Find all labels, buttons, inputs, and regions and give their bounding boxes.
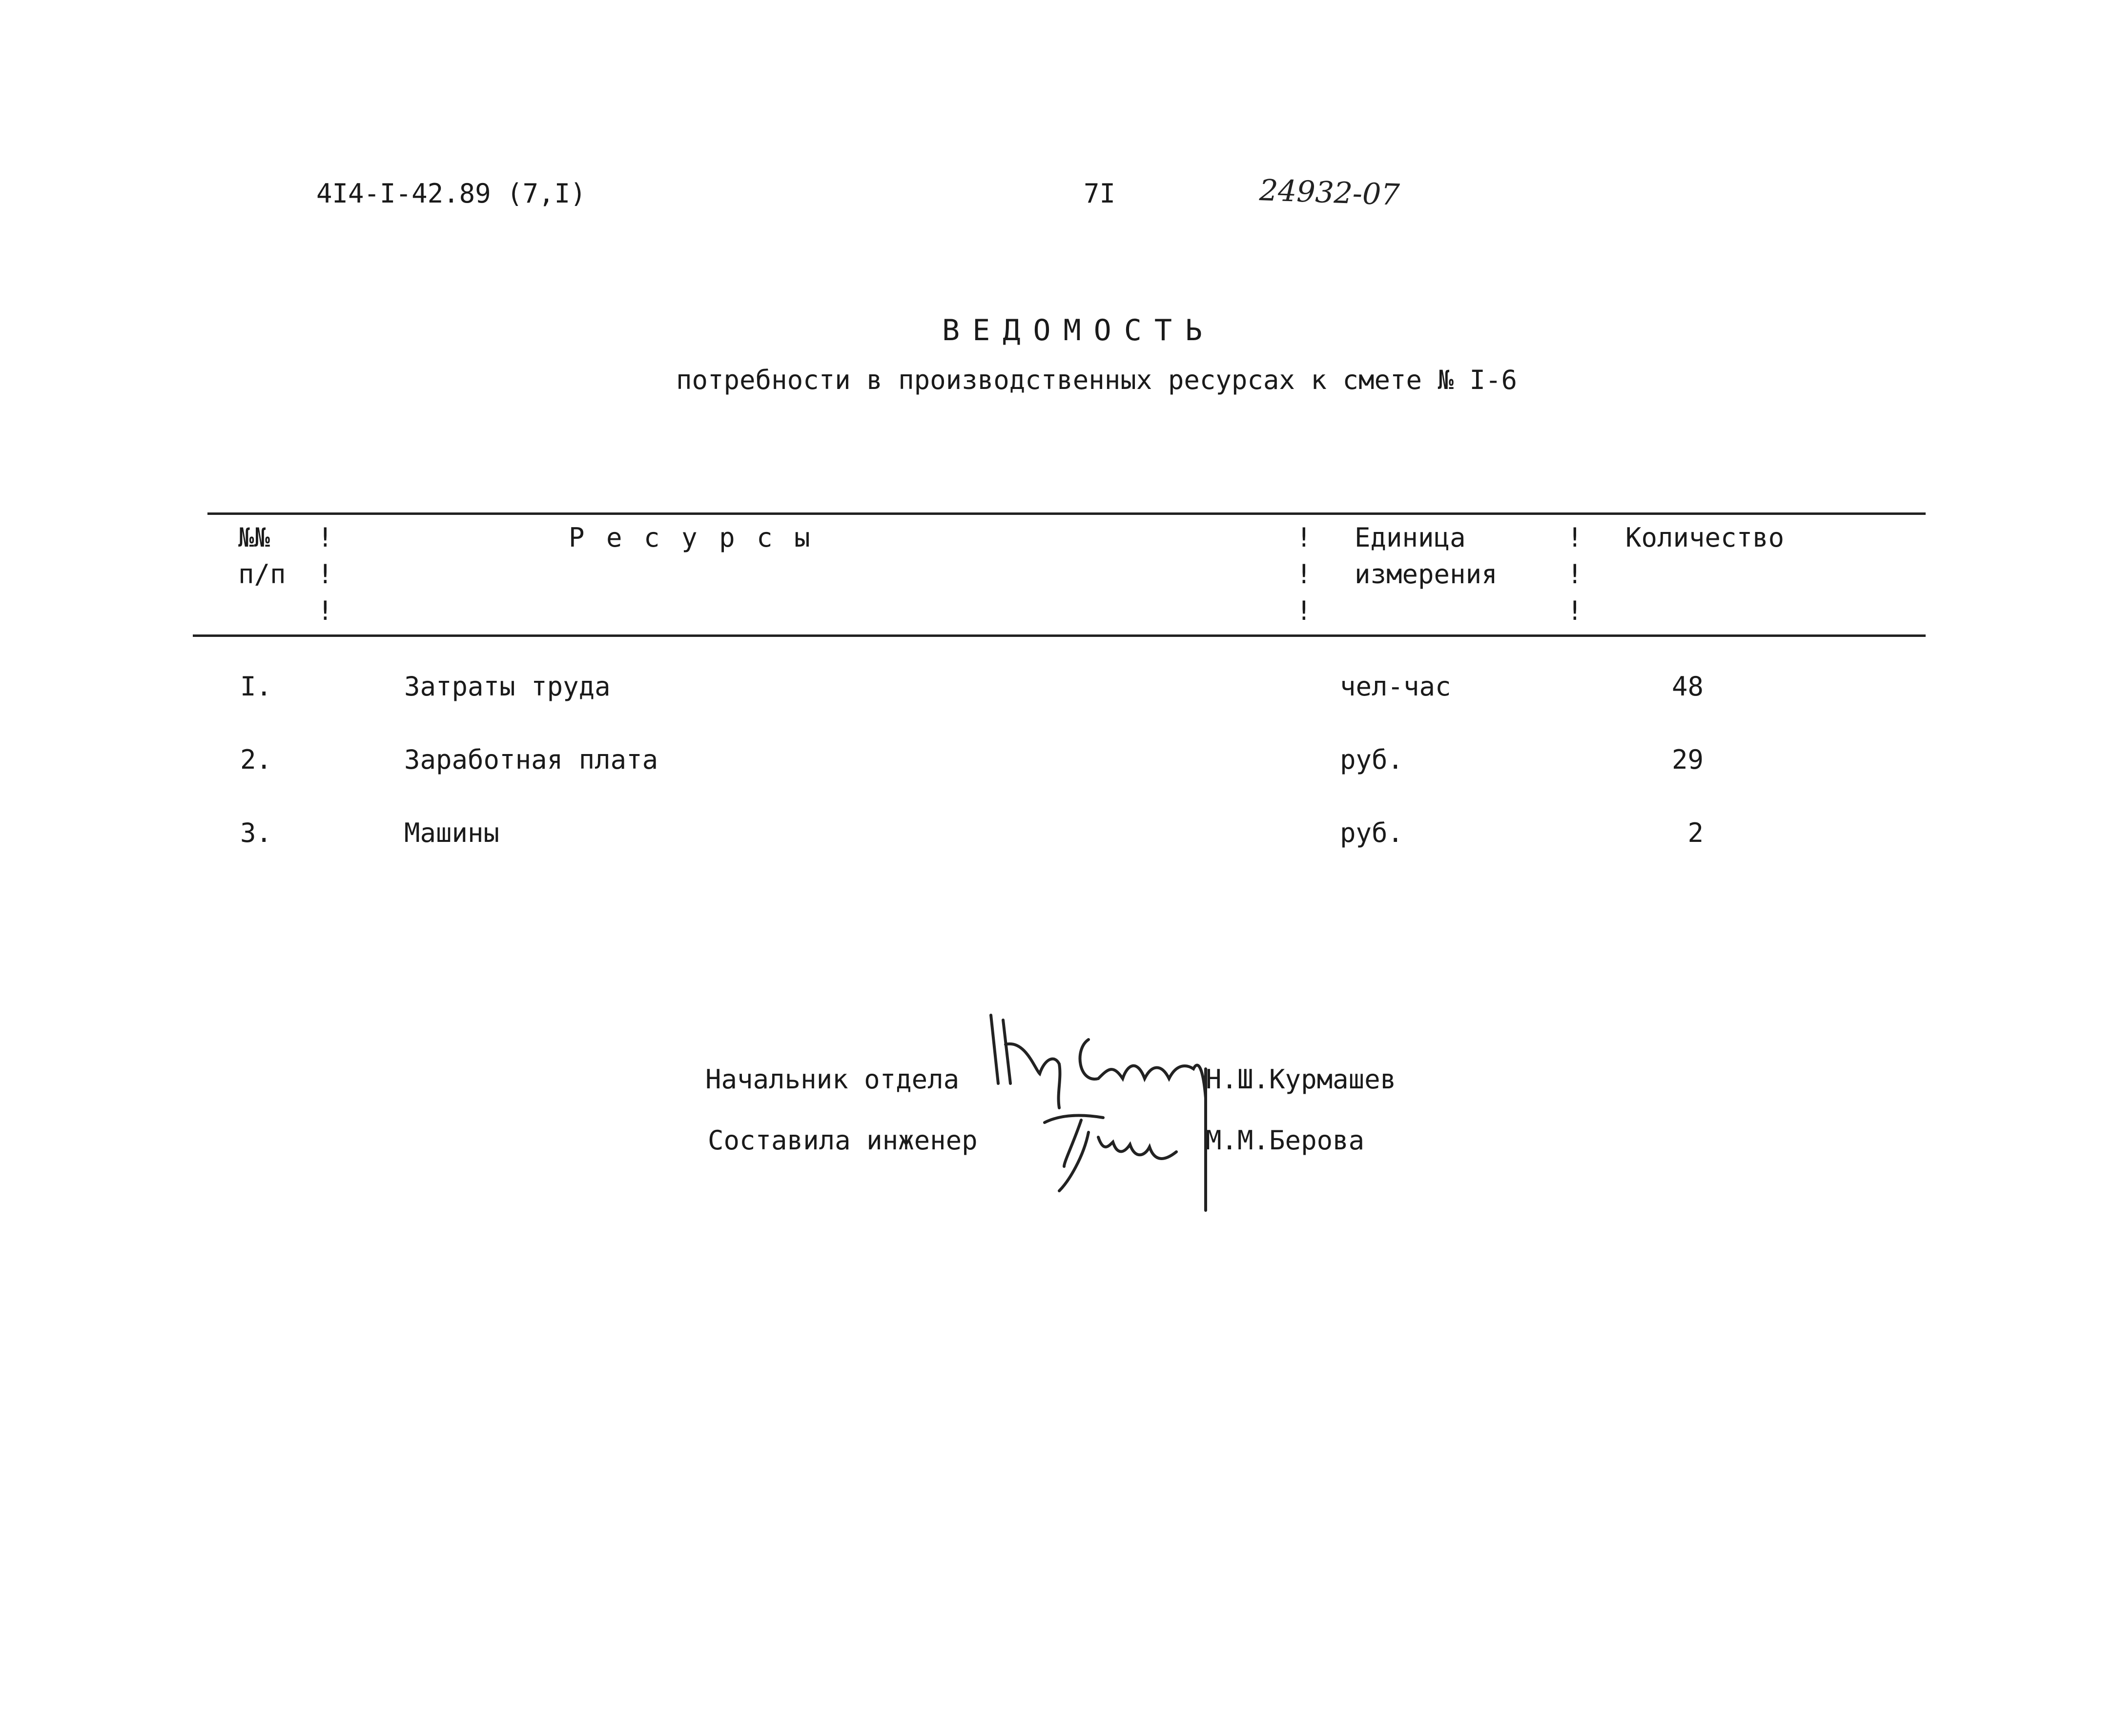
separator: ! [1567, 522, 1583, 553]
col-header-unit-line2: измерения [1355, 559, 1498, 590]
separator: ! [1296, 559, 1312, 590]
row-resource-name: Затраты труда [404, 671, 611, 702]
row-unit: руб. [1340, 817, 1404, 848]
row-number: 3. [240, 817, 272, 848]
separator: ! [1567, 595, 1583, 626]
document-code: 4I4-I-42.89 (7,I) [316, 178, 586, 209]
separator: ! [1296, 595, 1312, 626]
separator: ! [317, 559, 333, 590]
row-unit: руб. [1340, 744, 1404, 775]
engineer-role: Составила инженер [708, 1125, 978, 1156]
separator: ! [1567, 559, 1583, 590]
col-header-resources: Р е с у р с ы [569, 522, 813, 553]
row-resource-name: Машины [404, 817, 500, 848]
page-number: 7I [1084, 178, 1116, 209]
col-header-number-line2: п/п [238, 559, 286, 590]
separator: ! [317, 595, 333, 626]
col-header-number-line1: №№ [238, 522, 270, 553]
row-number: I. [240, 671, 272, 702]
separator: ! [317, 522, 333, 553]
row-number: 2. [240, 744, 272, 775]
separator: ! [1296, 522, 1312, 553]
row-quantity: 48 [1671, 671, 1704, 702]
head-name: Н.Ш.Курмашев [1206, 1064, 1397, 1095]
engineer-signature [1035, 1103, 1191, 1201]
page-title: ВЕДОМОСТЬ [942, 313, 1215, 347]
table-header-rule [193, 634, 1926, 637]
row-quantity: 29 [1671, 744, 1704, 775]
col-header-quantity: Количество [1625, 522, 1785, 553]
row-unit: чел-час [1340, 671, 1451, 702]
engineer-name: М.М.Берова [1206, 1125, 1365, 1156]
row-quantity: 2 [1687, 817, 1704, 848]
head-role: Начальник отдела [705, 1064, 960, 1095]
row-resource-name: Заработная плата [404, 744, 658, 775]
table-top-rule [207, 512, 1926, 515]
col-header-unit-line1: Единица [1355, 522, 1466, 553]
archive-number: 24932-07 [1258, 173, 1400, 212]
page-subtitle: потребности в производственных ресурсах к смете № I-6 [676, 365, 1518, 395]
